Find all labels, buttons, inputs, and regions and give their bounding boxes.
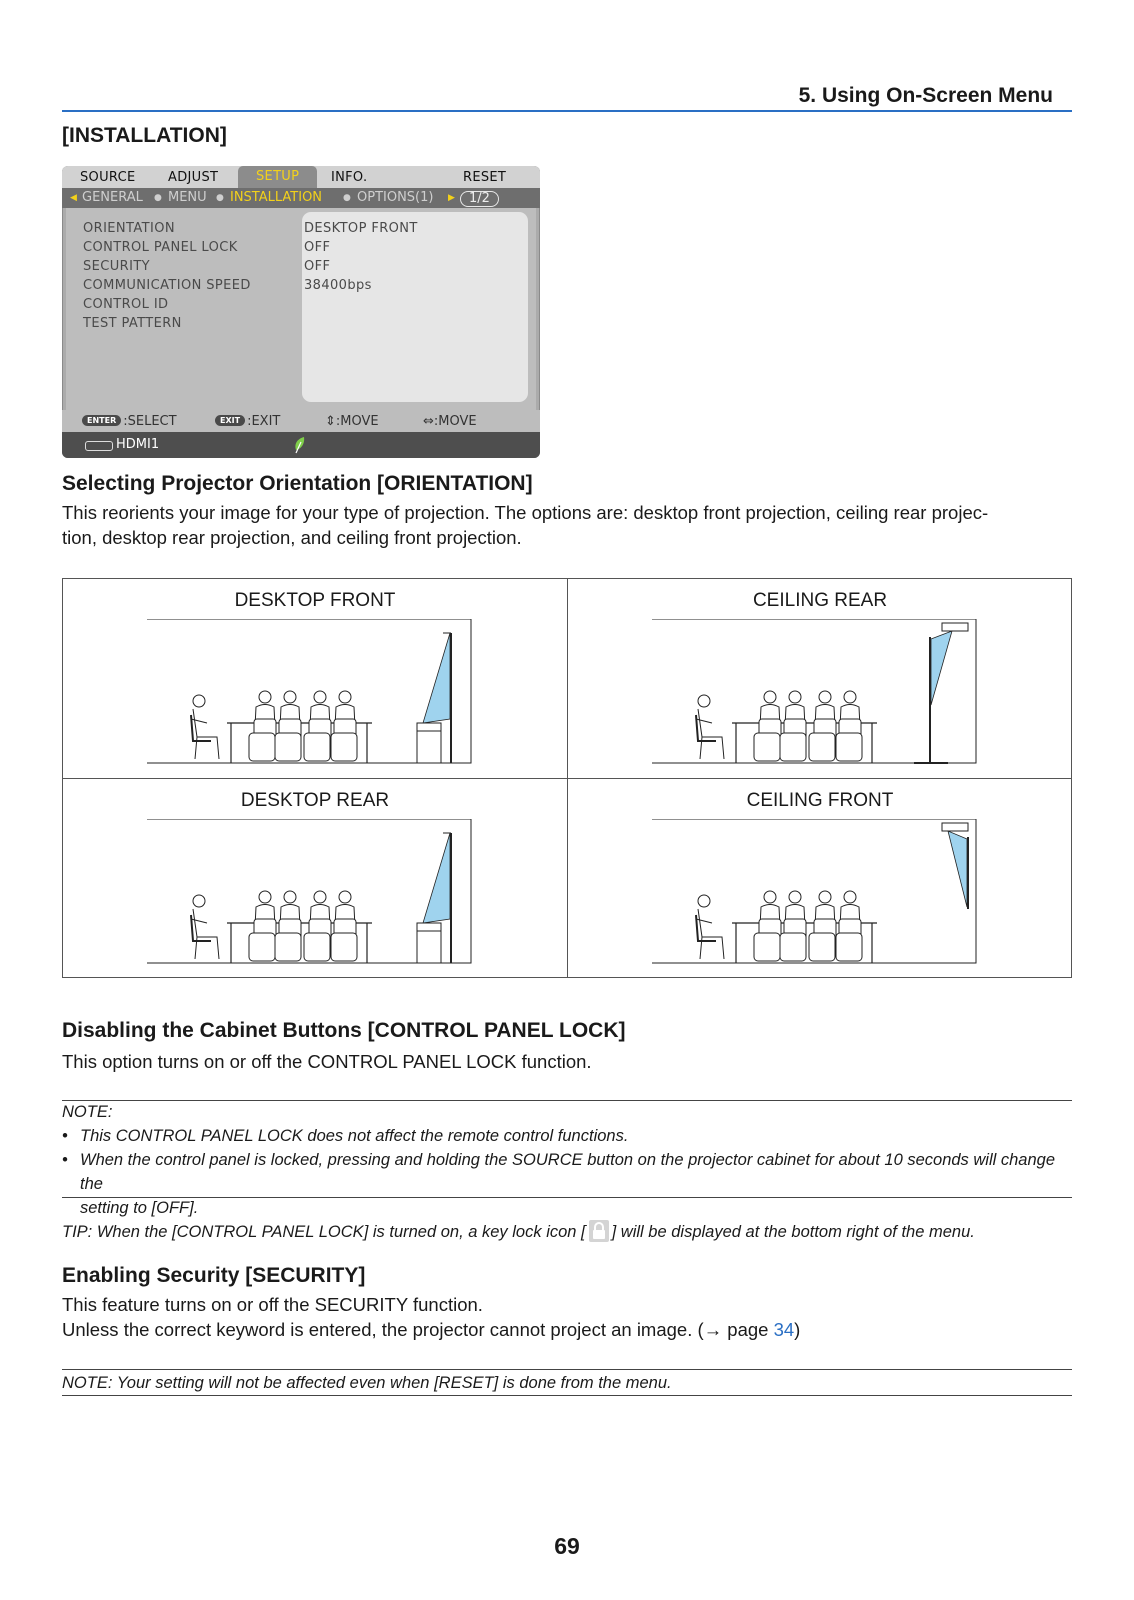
osd-body <box>66 208 536 410</box>
orientation-label: DESKTOP FRONT <box>234 590 396 611</box>
chair <box>809 733 835 761</box>
desktop-rear-diagram <box>147 819 487 971</box>
control-panel-lock-heading: Disabling the Cabinet Buttons [CONTROL PANEL LOCK] <box>62 1019 626 1042</box>
security-body: This feature turns on or off the SECURITY function. Unless the correct keyword is entered, the projector cannot project an image. (→ page 34) <box>62 1294 801 1340</box>
chair <box>275 733 301 761</box>
osd-tab-adjust[interactable]: ADJUST <box>168 170 219 185</box>
security-note-rule-top <box>62 1369 1072 1370</box>
left-arrow-icon[interactable]: ◀ <box>70 193 77 203</box>
osd-row-control-id-label[interactable]: CONTROL ID <box>83 297 169 312</box>
chair <box>275 933 301 961</box>
page-link[interactable]: 34 <box>773 1319 795 1340</box>
chair <box>249 733 275 761</box>
note-rule-bottom <box>62 1197 1072 1198</box>
osd-row-control-panel-lock-value[interactable]: OFF <box>304 240 331 255</box>
osd-row-communication-speed-value[interactable]: 38400bps <box>304 278 372 293</box>
chair <box>304 733 330 761</box>
osd-footer <box>62 410 540 432</box>
osd-footer-exit: EXIT :EXIT <box>215 414 280 429</box>
osd-tab-source[interactable]: SOURCE <box>80 170 136 185</box>
osd-input-label: HDMI1 <box>116 437 160 452</box>
orientation-ceiling-front <box>568 779 1072 978</box>
control-panel-lock-body: This option turns on or off the CONTROL PANEL LOCK function. <box>62 1051 592 1072</box>
hdmi-icon <box>85 441 113 451</box>
seated-viewer <box>191 695 219 759</box>
projection-beam <box>948 831 967 907</box>
orientation-label: DESKTOP REAR <box>240 790 390 811</box>
orientation-desktop-rear <box>63 779 567 978</box>
osd-row-orientation-label[interactable]: ORIENTATION <box>83 221 175 236</box>
orientation-label: CEILING REAR <box>752 590 888 611</box>
chair <box>754 733 780 761</box>
dot-icon: ● <box>154 193 162 203</box>
scene-group <box>147 619 471 763</box>
projector-stand <box>417 931 441 963</box>
osd-subtab-installation[interactable]: INSTALLATION <box>230 190 323 205</box>
security-heading: Enabling Security [SECURITY] <box>62 1264 366 1287</box>
projection-beam <box>931 631 952 705</box>
section-title: [INSTALLATION] <box>62 124 227 147</box>
orientation-body: This reorients your image for your type of projection. The options are: desktop front projection, ceiling rear projec- tion, desktop rear projection, and ceiling front projection. <box>62 502 989 548</box>
osd-row-orientation-value[interactable]: DESKTOP FRONT <box>304 221 418 236</box>
chair <box>249 933 275 961</box>
eco-leaf-icon <box>293 436 307 454</box>
control-panel-lock-note: NOTE: • This CONTROL PANEL LOCK does not affect the remote control functions. • When the control panel is locked, pressing and holding the SOURCE button on the projector cabinet for about 10 seconds will change the setting to [OFF]. <box>62 1103 1056 1217</box>
osd-row-security-label[interactable]: SECURITY <box>83 259 151 274</box>
chair <box>331 733 357 761</box>
exit-key-icon: EXIT <box>215 415 245 426</box>
chair <box>780 733 806 761</box>
osd-row-communication-speed-label[interactable]: COMMUNICATION SPEED <box>83 278 251 293</box>
enter-key-icon: ENTER <box>82 415 121 426</box>
osd-subtab-menu[interactable]: MENU <box>168 190 207 205</box>
osd-row-security-value[interactable]: OFF <box>304 259 331 274</box>
projection-beam <box>423 833 450 923</box>
osd-footer-select: ENTER :SELECT <box>82 414 177 429</box>
running-header: 5. Using On-Screen Menu <box>798 84 1053 107</box>
ceiling-front-diagram <box>652 819 992 971</box>
projector <box>417 923 441 931</box>
seated-viewer <box>696 695 724 759</box>
seated-viewer <box>191 895 219 959</box>
osd-menu-screenshot <box>62 166 540 458</box>
orientation-ceiling-rear <box>568 579 1072 778</box>
ceiling-rear-diagram <box>652 619 992 771</box>
osd-value-panel <box>302 212 528 402</box>
chair <box>809 933 835 961</box>
dot-icon: ● <box>343 193 351 203</box>
chair <box>331 933 357 961</box>
seated-viewer <box>696 895 724 959</box>
osd-page-indicator: 1/2 <box>460 191 499 207</box>
scene-group <box>652 619 976 763</box>
osd-subtab-options[interactable]: OPTIONS(1) <box>357 190 434 205</box>
chair <box>836 733 862 761</box>
orientation-diagram-table <box>62 578 1072 978</box>
scene-group <box>652 819 976 963</box>
projector <box>417 723 441 731</box>
osd-footer-move-leftright: ⇔:MOVE <box>423 414 477 429</box>
security-note: NOTE: Your setting will not be affected even when [RESET] is done from the menu. <box>62 1374 672 1392</box>
chair <box>836 933 862 961</box>
security-note-rule-bottom <box>62 1395 1072 1396</box>
orientation-desktop-front <box>63 579 567 778</box>
chair <box>304 933 330 961</box>
osd-tab-setup[interactable]: SETUP <box>238 166 317 188</box>
osd-tab-bar <box>62 166 540 188</box>
right-arrow-icon[interactable]: ▶ <box>448 193 455 203</box>
osd-status-bar <box>62 432 540 458</box>
key-lock-icon <box>589 1220 609 1242</box>
dot-icon: ● <box>216 193 224 203</box>
osd-subtab-general[interactable]: GENERAL <box>82 190 143 205</box>
osd-row-test-pattern-label[interactable]: TEST PATTERN <box>83 316 182 331</box>
orientation-heading: Selecting Projector Orientation [ORIENTATION] <box>62 472 533 495</box>
chair <box>780 933 806 961</box>
header-rule <box>62 110 1072 112</box>
chair <box>754 933 780 961</box>
osd-tab-info[interactable]: INFO. <box>331 170 368 185</box>
ceiling-projector <box>942 623 968 631</box>
projection-beam <box>423 633 450 723</box>
projector-stand <box>417 731 441 763</box>
osd-footer-move-updown: ⇕:MOVE <box>325 414 379 429</box>
osd-subtab-bar <box>62 188 540 208</box>
ceiling-projector <box>942 823 968 831</box>
orientation-label: CEILING FRONT <box>746 790 894 811</box>
osd-row-control-panel-lock-label[interactable]: CONTROL PANEL LOCK <box>83 240 238 255</box>
scene-group <box>147 819 471 963</box>
page-number: 69 <box>554 1533 580 1559</box>
desktop-front-diagram <box>147 619 487 771</box>
control-panel-lock-tip: TIP: When the [CONTROL PANEL LOCK] is turned on, a key lock icon [ ] will be displayed at the bottom right of the menu. <box>62 1220 975 1244</box>
osd-tab-reset[interactable]: RESET <box>463 170 507 185</box>
